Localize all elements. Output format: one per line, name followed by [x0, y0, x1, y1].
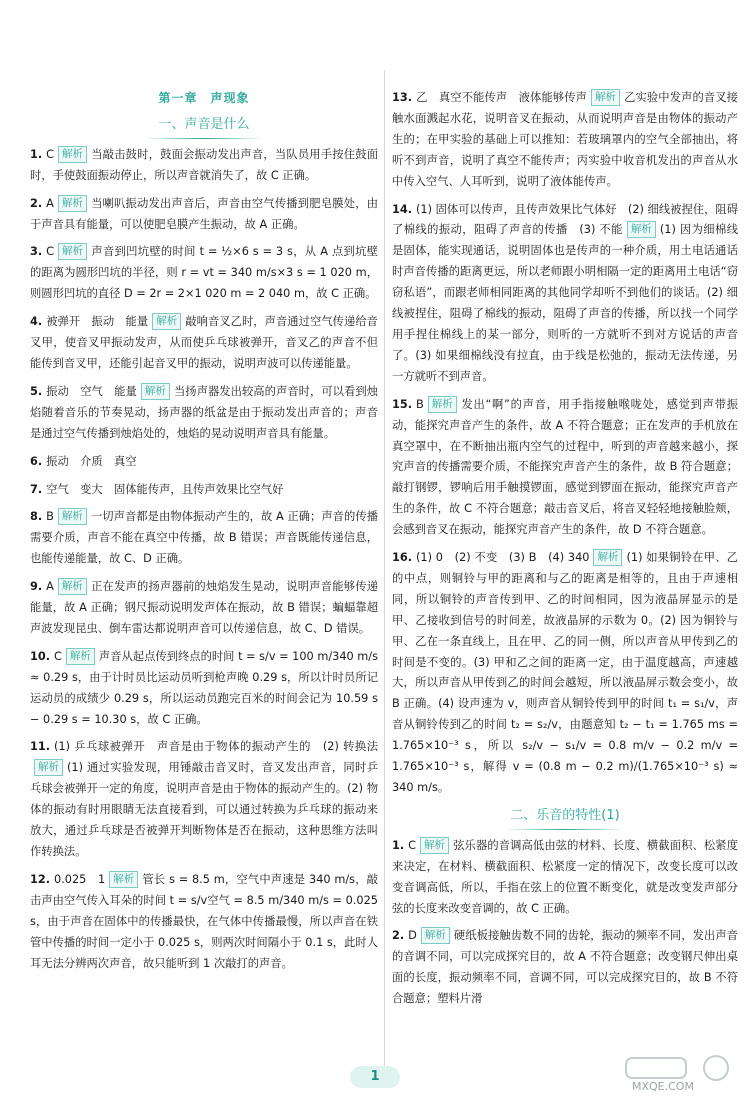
answer-number: 13.	[392, 91, 413, 104]
answer-item	[30, 577, 378, 640]
answer-choice: 振动 空气 能量	[46, 384, 137, 398]
answer-choice: 振动 介质 真空	[46, 454, 137, 468]
analysis-text: 乙实验中发声的音叉接触水面溅起水花，说明音叉在振动，从而说明声音是由物体的振动产生的；在甲实验的基础上可以推知：若玻璃罩内的空气全部抽出，将听不到声音，说明了真空不能传声；丙实验中收音机发出的声音从水中传入空气、人耳听到，说明了液体能传声。	[392, 91, 738, 188]
answer-choice: D	[408, 929, 417, 943]
answer-item	[392, 395, 738, 541]
analysis-tag: 解析	[420, 837, 449, 854]
analysis-tag: 解析	[152, 313, 181, 330]
analysis-tag: 解析	[109, 871, 138, 888]
section-title-1: 一、声音是什么	[30, 115, 378, 139]
answer-item	[30, 507, 378, 570]
answer-item	[30, 452, 378, 473]
analysis-tag: 解析	[58, 146, 87, 163]
answer-number: 10.	[30, 649, 51, 663]
analysis-text: 弦乐器的音调高低由弦的材料、长度、横截面积、松紧度来决定，在材料、横截面积、松紧度一定的情况下，改变长度可以改变音调高低，所以，手指在弦上的位置不断变化，就是改变发声部分弦的长度来改变音调的，故 C 正确。	[392, 838, 738, 915]
answer-item	[30, 480, 378, 501]
analysis-text: (1) 因为细棉线是固体，能实现通话，说明固体也是传声的一种介质，用土电话通话时声音传播的距离更远，所以老师跟小明相隔一定的距离用土电话“窃窃私语”，而跟老师相同距离的其他同学却听不到他们的谈话。(2) 细线被捏住，阻碍了棉线的振动，阻碍了声音的传播，所以找一个同学用手捏住棉线上的某一部分，则听的一方就听不到对方说话的声音了。(3) 如果细棉线没有拉直，由于线是松弛的，振动无法传递，另一方就听不到声音。	[392, 223, 738, 383]
answer-choice: C	[46, 245, 55, 259]
analysis-tag: 解析	[58, 243, 87, 260]
answer-number: 15.	[392, 397, 413, 411]
answer-choice: 0.025 1	[54, 872, 106, 886]
answer-item	[30, 145, 378, 187]
analysis-text: 敲响音叉乙时，声音通过空气传递给音叉甲，使音叉甲振动发声，从而使乒乓球被弹开，音叉乙的声音不但能传到音叉甲，还能引起音叉甲的振动，说明声波可以传递能量。	[30, 315, 378, 370]
section-title-2: 二、乐音的特性(1)	[392, 806, 738, 830]
analysis-text: 正在发声的扬声器前的烛焰发生晃动，说明声音能够传递能量，故 A 正确；钢尺振动说明发声体在振动，故 B 错误；蝙蝠靠超声波发现昆虫、倒车雷达都说明声音可以传递信息，故 C、D 错误。	[30, 580, 378, 635]
answer-item	[392, 836, 738, 920]
analysis-text: 发出“啊”的声音，用手指接触喉咙处，感觉到声带振动，能探究声音产生的条件，故 A 不符合题意；正在发声的手机放在真空罩中，在不断抽出瓶内空气的过程中，听到的声音越来越小，探究声音的传播需要介质，不能探究声音产生的条件，故 B 符合题意；敲打钢锣，锣响后用手触摸锣面，感觉到锣面在振动，能探究声音产生的条件，故 C 不符合题意；敲击音叉后，将音叉轻轻地接触脸颊，会感到音叉在振动，能探究声音产生的条件，故 D 不符合题意。	[392, 397, 738, 537]
analysis-tag: 解析	[627, 221, 656, 238]
analysis-tag: 解析	[58, 578, 87, 595]
analysis-text: 当扬声器发出较高的声音时，可以看到烛焰随着音乐的节奏晃动，扬声器的纸盆是由于振动发出声音的；声音是通过空气传播到烛焰处的，烛焰的晃动说明声音具有能量。	[30, 384, 378, 440]
left-answer-list	[30, 145, 378, 975]
answer-number: 1.	[392, 838, 405, 852]
answer-item	[392, 548, 738, 799]
analysis-text: 当敲击鼓时，鼓面会振动发出声音，当队员用手按住鼓面时，手使鼓面振动停止，所以声音就消失了，故 C 正确。	[30, 147, 378, 182]
answer-item	[30, 194, 378, 236]
analysis-tag: 解析	[593, 549, 622, 566]
right-column	[392, 88, 738, 1017]
analysis-tag: 解析	[421, 927, 450, 944]
answer-number: 1.	[30, 147, 43, 161]
answer-item	[392, 926, 738, 1010]
answer-choice: B	[416, 397, 424, 411]
answer-item	[30, 242, 378, 305]
answer-number: 2.	[392, 929, 405, 943]
analysis-text: (1) 通过实验发现，用锤敲击音叉时，音叉发出声音，同时乒乓球会被弹开一定的角度，说明声音是由于物体的振动产生的。(2) 物体的振动有时用眼睛无法直接看到，可以通过转换为乒乓球的振动来放大，通过乒乓球是否被弹开判断物体是否在振动，这种思维方法叫作转换法。	[30, 761, 378, 858]
answer-item	[30, 312, 378, 375]
answer-item	[30, 737, 378, 862]
analysis-text: 硬纸板接触齿数不同的齿轮，振动的频率不同，发出声音的音调不同，可以完成探究目的，故 A 不符合题意；改变钢尺伸出桌面的长度，振动频率不同，音调不同，可以完成探究目的，故 B 不符合题意；塑料片滑	[392, 929, 738, 1006]
column-divider	[384, 70, 385, 1070]
analysis-text: 声音从起点传到终点的时间 t = s/v = 100 m/340 m/s ≈ 0.29 s，由于计时员比运动员听到枪声晚 0.29 s，所以计时员所记运动员的成绩少 0.29 s，所以运动员跑完百米的时间会记为 10.59 s − 0.29 s = 10.30 s，故 C 正确。	[30, 649, 378, 726]
answer-choice: (1) 0 (2) 不变 (3) B (4) 340	[416, 551, 590, 565]
answer-number: 7.	[30, 482, 43, 496]
analysis-tag: 解析	[34, 759, 63, 776]
watermark-badge-icon	[626, 1058, 686, 1078]
site-watermark	[618, 1052, 738, 1094]
left-column	[30, 88, 378, 981]
analysis-tag: 解析	[58, 508, 87, 525]
answer-choice: 乙 真空不能传声 液体能够传声	[416, 91, 588, 104]
analysis-text: 当喇叭振动发出声音后，声音由空气传播到肥皂膜处，由于声音具有能量，可以使肥皂膜产生振动，故 A 正确。	[30, 196, 378, 231]
answer-item	[30, 382, 378, 445]
analysis-tag: 解析	[66, 648, 95, 665]
watermark-ring-icon	[704, 1056, 728, 1080]
analysis-tag: 解析	[58, 195, 87, 212]
answer-item	[30, 647, 378, 731]
answer-number: 5.	[30, 384, 43, 398]
answer-choice: B	[46, 510, 54, 524]
answer-choice: A	[46, 580, 54, 594]
answer-number: 9.	[30, 580, 43, 594]
analysis-text: 一切声音都是由物体振动产生的，故 A 正确；声音的传播需要介质，声音不能在真空中传播，故 B 错误；声音既能传递信息，也能传递能量，故 C、D 正确。	[30, 510, 378, 566]
analysis-text: 管长 s = 8.5 m，空气中声速是 340 m/s，敲击声由空气传入耳朵的时间 t = s/v空气 = 8.5 m/340 m/s = 0.025 s，由于声音在固体中的传播最快，在气体中传播最慢，所以声音在铁管中传播的时间一定小于 0.025 s，则两次时间隔小于 0.1 s，此时人耳无法分辨两次声音，故只能听到 1 次敲打的声音。	[30, 872, 378, 970]
answer-number: 2.	[30, 196, 43, 210]
answer-choice: A	[46, 196, 54, 210]
answer-choice: C	[408, 838, 417, 852]
right-answer-list-part2	[392, 836, 738, 1010]
page-number: 1	[350, 1066, 400, 1088]
answer-choice: (1) 乒乓球被弹开 声音是由于物体的振动产生的 (2) 转换法	[54, 740, 378, 754]
answer-number: 16.	[392, 551, 413, 565]
analysis-tag: 解析	[591, 89, 620, 106]
answer-choice: C	[54, 649, 62, 663]
answer-item	[30, 870, 378, 975]
watermark-text: MXQE.COM	[632, 1080, 694, 1093]
answer-number: 12.	[30, 872, 51, 886]
answer-number: 14.	[392, 202, 413, 216]
answer-number: 11.	[30, 740, 51, 754]
analysis-text: 声音到凹坑壁的时间 t = ½×6 s = 3 s，从 A 点到坑壁的距离为圆形凹坑的半径，则 r = vt = 340 m/s×3 s = 1 020 m，则圆形凹坑的直径 D = 2r = 2×1 020 m = 2 040 m，故 C 正确。	[30, 245, 378, 301]
analysis-text: (1) 如果铜铃在甲、乙的中点，则铜铃与甲的距离和与乙的距离是相等的，且由于声速相同，所以铜铃的声音传到甲、乙的时间相同，因为液晶屏显示的是甲、乙接收到信号的时间差，故液晶屏的示数为 0。(2) 因为铜铃与甲、乙在一条直线上，且在甲、乙的同一侧，所以声音从甲传到乙的时间是不变的。(3) 甲和乙之间的距离一定，由于温度越高，声速越大，所以声音从甲传到乙的时间会越短，所以液晶屏示数会变小，故 B 正确。(4) 设声速为 v，则声音从铜铃传到甲的时间 t₁ = s₁/v，声音从铜铃传到乙的时间 t₂ = s₂/v，由题意知 t₂ − t₁ = 1.765 ms = 1.765×10⁻³ s，所以 s₂/v − s₁/v = 0.8 m/v − 0.2 m/v = 1.765×10⁻³ s，解得 v = (0.8 m − 0.2 m)/(1.765×10⁻³ s) ≈ 340 m/s。	[392, 551, 738, 794]
answer-number: 8.	[30, 510, 43, 524]
answer-number: 3.	[30, 245, 43, 259]
answer-choice: 空气 变大 固体能传声，且传声效果比空气好	[46, 482, 284, 496]
answer-choice: (1) 固体可以传声，且传声效果比气体好 (2) 细线被捏住，阻碍了棉线的振动，阻碍了声音的传播 (3) 不能	[392, 202, 738, 237]
answer-item	[392, 88, 738, 193]
analysis-tag: 解析	[428, 396, 457, 413]
analysis-tag: 解析	[141, 383, 170, 400]
answer-number: 4.	[30, 315, 43, 329]
answer-number: 6.	[30, 454, 43, 468]
answer-item	[392, 200, 738, 388]
right-answer-list-part1	[392, 88, 738, 799]
chapter-title: 第一章 声现象	[158, 91, 250, 105]
answer-choice: C	[46, 147, 55, 161]
answer-choice: 被弹开 振动 能量	[46, 315, 149, 329]
